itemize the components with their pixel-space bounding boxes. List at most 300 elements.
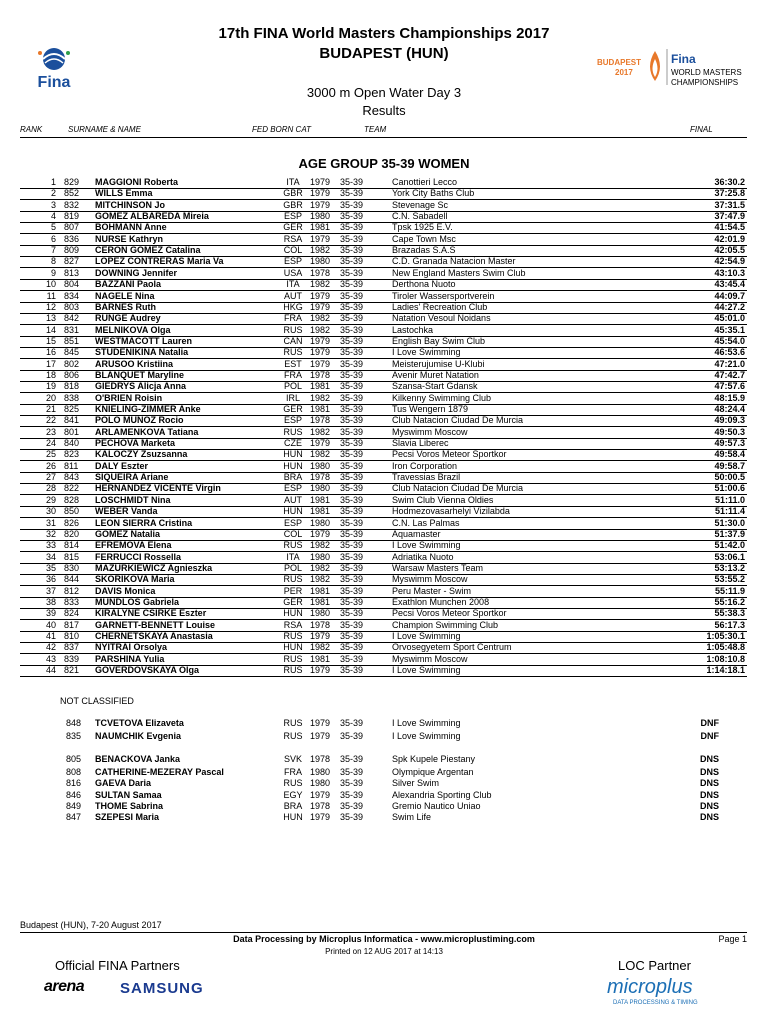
cell-born: 1982 bbox=[310, 574, 331, 585]
cell-rank: 32 bbox=[45, 528, 56, 539]
cell-fed: RUS bbox=[283, 653, 303, 664]
cell-fed: FRA bbox=[284, 313, 302, 324]
cell-bib: 801 bbox=[64, 426, 80, 437]
cell-final: 43:45.4 bbox=[714, 279, 745, 290]
cell-fed: GER bbox=[283, 596, 303, 607]
cell-born: 1979 bbox=[310, 528, 331, 539]
cell-team: C.D. Granada Natacion Master bbox=[392, 256, 516, 267]
cell-team: Slavia Liberec bbox=[392, 438, 449, 449]
cell-name: NAUMCHIK Evgenia bbox=[95, 731, 182, 741]
cell-name: WILLS Emma bbox=[95, 188, 153, 199]
cell-team: Olympique Argentan bbox=[392, 767, 474, 777]
cell-name: O'BRIEN Roisin bbox=[95, 392, 163, 403]
cell-rank: 4 bbox=[50, 211, 56, 222]
cell-cat: 35-39 bbox=[340, 177, 364, 187]
cell-rank: 20 bbox=[45, 392, 56, 403]
cell-team: Stevenage Sc bbox=[392, 199, 449, 210]
cell-final: 48:24.4 bbox=[714, 404, 745, 414]
cell-final: 1:05:30.1 bbox=[706, 631, 745, 641]
cell-name: GOVERDOVSKAYA Olga bbox=[95, 665, 200, 676]
cell-team: York City Baths Club bbox=[392, 188, 475, 199]
cell-fed: AUT bbox=[284, 290, 302, 301]
cell-final: 49:09.3 bbox=[714, 415, 745, 426]
cell-rank: 38 bbox=[45, 596, 56, 607]
cell-team: Tiroler Wassersportverein bbox=[392, 290, 495, 301]
cell-final: 47:42.7 bbox=[714, 369, 745, 380]
cell-final: 55:11.9 bbox=[714, 585, 745, 596]
cell-cat: 35-39 bbox=[340, 517, 364, 528]
cell-cat: 35-39 bbox=[340, 415, 364, 426]
cell-bib: 833 bbox=[64, 596, 80, 607]
list-item bbox=[20, 812, 747, 823]
cell-team: Swim Life bbox=[392, 812, 432, 822]
cell-cat: 35-39 bbox=[340, 812, 364, 822]
cell-cat: 35-39 bbox=[340, 585, 364, 596]
cell-fed: SVK bbox=[283, 754, 302, 764]
table-row bbox=[20, 449, 747, 461]
cell-cat: 35-39 bbox=[340, 731, 364, 741]
cell-bib: 804 bbox=[64, 279, 80, 290]
table-row bbox=[20, 325, 747, 337]
cell-born: 1981 bbox=[310, 494, 331, 505]
cell-final: 51:11.0 bbox=[714, 494, 745, 505]
cell-born: 1982 bbox=[310, 313, 331, 324]
cell-bib: 812 bbox=[64, 585, 80, 596]
cell-cat: 35-39 bbox=[340, 551, 364, 562]
cell-fed: RUS bbox=[283, 731, 303, 741]
cell-name: GARNETT-BENNETT Louise bbox=[95, 619, 216, 630]
cell-born: 1979 bbox=[310, 358, 331, 369]
cell-cat: 35-39 bbox=[340, 494, 364, 505]
cell-born: 1979 bbox=[310, 790, 331, 800]
cell-final: 53:06.1 bbox=[714, 551, 745, 562]
cell-born: 1978 bbox=[310, 267, 331, 278]
cell-bib: 821 bbox=[64, 665, 80, 676]
cell-name: MAZURKIEWICZ Agnieszka bbox=[95, 562, 213, 573]
table-row bbox=[20, 483, 747, 495]
cell-born: 1981 bbox=[310, 381, 331, 392]
cell-fed: FRA bbox=[284, 767, 302, 777]
cell-fed: ITA bbox=[286, 551, 300, 562]
cell-team: I Love Swimming bbox=[392, 540, 461, 551]
cell-rank: 30 bbox=[45, 506, 56, 517]
cell-rank: 19 bbox=[45, 381, 56, 392]
cell-cat: 35-39 bbox=[340, 801, 364, 811]
cell-rank: 34 bbox=[45, 551, 56, 562]
cell-born: 1978 bbox=[310, 369, 331, 380]
cell-final: 37:47.9 bbox=[714, 211, 745, 222]
cell-rank: 27 bbox=[45, 472, 56, 483]
cell-bib: 835 bbox=[66, 731, 82, 741]
cell-bib: 807 bbox=[64, 222, 80, 233]
cell-cat: 35-39 bbox=[340, 562, 364, 573]
cell-cat: 35-39 bbox=[340, 335, 364, 346]
cell-cat: 35-39 bbox=[340, 754, 364, 764]
cell-bib: 832 bbox=[64, 199, 80, 210]
cell-born: 1979 bbox=[310, 199, 331, 210]
table-row bbox=[20, 631, 747, 643]
cell-team: Lastochka bbox=[392, 324, 434, 335]
cell-name: KALOCZY Zsuzsanna bbox=[95, 449, 188, 460]
cell-bib: 803 bbox=[64, 301, 80, 312]
championship-title: 17th FINA World Masters Championships 2017 bbox=[218, 25, 550, 42]
cell-rank: 3 bbox=[50, 199, 56, 210]
cell-fed: GBR bbox=[283, 188, 303, 199]
cell-final: 44:09.7 bbox=[714, 290, 745, 301]
cell-rank: 37 bbox=[45, 585, 56, 596]
cell-team: Orvosegyetem Sport Centrum bbox=[392, 642, 512, 653]
list-item bbox=[20, 754, 747, 765]
cell-bib: 816 bbox=[66, 778, 82, 788]
cell-name: GOMEZ Natalia bbox=[95, 528, 161, 539]
cell-final: 45:35.1 bbox=[714, 324, 745, 335]
table-row bbox=[20, 393, 747, 405]
cell-team: Adriatika Nuoto bbox=[392, 551, 454, 562]
cell-cat: 35-39 bbox=[340, 211, 364, 222]
cell-bib: 823 bbox=[64, 449, 80, 460]
cell-cat: 35-39 bbox=[340, 358, 364, 369]
cell-cat: 35-39 bbox=[340, 369, 364, 380]
cell-born: 1981 bbox=[310, 596, 331, 607]
table-row bbox=[20, 518, 747, 530]
table-row bbox=[20, 245, 747, 257]
microplus-logo: microplus bbox=[607, 976, 693, 998]
cell-final: 41:54.5 bbox=[714, 222, 745, 233]
cell-cat: 35-39 bbox=[340, 790, 364, 800]
cell-name: DAVIS Monica bbox=[95, 585, 156, 596]
cell-fed: ESP bbox=[283, 483, 302, 494]
table-row bbox=[20, 563, 747, 575]
table-row bbox=[20, 461, 747, 473]
cell-cat: 35-39 bbox=[340, 301, 364, 312]
cell-final: 47:57.6 bbox=[714, 381, 745, 392]
cell-final: 1:05:48.8 bbox=[706, 642, 745, 653]
cell-bib: 842 bbox=[64, 313, 80, 324]
cell-final: 53:55.2 bbox=[714, 574, 745, 585]
cell-born: 1979 bbox=[310, 718, 331, 728]
table-row bbox=[20, 200, 747, 212]
cell-team: Champion Swimming Club bbox=[392, 619, 499, 630]
cell-name: BOHMANN Anne bbox=[95, 222, 167, 233]
cell-bib: 836 bbox=[64, 233, 80, 244]
cell-born: 1979 bbox=[310, 301, 331, 312]
table-row bbox=[20, 642, 747, 654]
table-row bbox=[20, 222, 747, 234]
cell-born: 1982 bbox=[310, 426, 331, 437]
cell-final: 46:53.6 bbox=[714, 347, 745, 358]
cell-name: LOPEZ CONTRERAS Maria Va bbox=[95, 256, 224, 267]
cell-team: Pecsi Voros Meteor Sportkor bbox=[392, 449, 507, 460]
cell-team: Tus Wengern 1879 bbox=[392, 404, 469, 414]
cell-fed: RUS bbox=[283, 426, 303, 437]
cell-cat: 35-39 bbox=[340, 460, 364, 471]
cell-born: 1982 bbox=[310, 449, 331, 460]
cell-cat: 35-39 bbox=[340, 347, 364, 358]
cell-name: STUDENIKINA Natalia bbox=[95, 347, 189, 358]
cell-born: 1980 bbox=[310, 767, 331, 777]
cell-cat: 35-39 bbox=[340, 528, 364, 539]
cell-team: Exathlon Munchen 2008 bbox=[392, 596, 490, 607]
table-row bbox=[20, 438, 747, 450]
cell-final: 56:17.3 bbox=[714, 619, 745, 630]
arena-logo: arena bbox=[44, 978, 85, 995]
table-row bbox=[20, 654, 747, 666]
cell-fed: ESP bbox=[283, 211, 302, 222]
cell-born: 1980 bbox=[310, 517, 331, 528]
cell-fed: POL bbox=[283, 381, 302, 392]
cell-team: Meisterujumise U-Klubi bbox=[392, 358, 485, 369]
cell-fed: HKG bbox=[283, 301, 303, 312]
cell-fed: RUS bbox=[283, 631, 303, 641]
cell-rank: 36 bbox=[45, 574, 56, 585]
cell-bib: 845 bbox=[64, 347, 80, 358]
cell-fed: RSA bbox=[283, 619, 303, 630]
cell-team: Club Natacion Ciudad De Murcia bbox=[392, 415, 524, 426]
cell-born: 1982 bbox=[310, 562, 331, 573]
cell-name: WEBER Vanda bbox=[95, 506, 158, 517]
cell-final: 51:30.0 bbox=[714, 517, 745, 528]
col-name-header: SURNAME & NAME bbox=[68, 125, 141, 134]
cell-name: MITCHINSON Jo bbox=[95, 199, 166, 210]
data-processing-credit: Data Processing by Microplus Informatica - www.microplustiming.com bbox=[233, 934, 535, 944]
cell-name: POLO MUNOZ Rocio bbox=[95, 415, 184, 426]
cell-name: CHERNETSKAYA Anastasia bbox=[95, 631, 213, 641]
cell-cat: 35-39 bbox=[340, 404, 364, 414]
cell-born: 1982 bbox=[310, 324, 331, 335]
cell-rank: 26 bbox=[45, 460, 56, 471]
cell-bib: 822 bbox=[64, 483, 80, 494]
cell-bib: 830 bbox=[64, 562, 80, 573]
cell-fed: RUS bbox=[283, 324, 303, 335]
cell-cat: 35-39 bbox=[340, 222, 364, 233]
cell-name: NAGELE Nina bbox=[95, 290, 155, 301]
cell-rank: 5 bbox=[50, 222, 56, 233]
loc-partner-label: LOC Partner bbox=[618, 958, 691, 973]
cell-team: Spk Kupele Piestany bbox=[392, 754, 476, 764]
svg-text:Fina: Fina bbox=[37, 74, 71, 91]
cell-final: 43:10.3 bbox=[714, 267, 745, 278]
cell-rank: 25 bbox=[45, 449, 56, 460]
microplus-tagline: DATA PROCESSING & TIMING bbox=[613, 1000, 698, 1006]
cell-name: BLANQUET Maryline bbox=[95, 369, 185, 380]
cell-name: HERNANDEZ VICENTE Virgin bbox=[95, 483, 221, 494]
cell-team: Aquamaster bbox=[392, 528, 441, 539]
cell-cat: 35-39 bbox=[340, 619, 364, 630]
cell-bib: 838 bbox=[64, 392, 80, 403]
cell-bib: 831 bbox=[64, 324, 80, 335]
table-row bbox=[20, 472, 747, 484]
cell-bib: 825 bbox=[64, 404, 80, 414]
cell-fed: ITA bbox=[286, 177, 300, 187]
cell-bib: 828 bbox=[64, 494, 80, 505]
cell-team: Warsaw Masters Team bbox=[392, 562, 484, 573]
cell-rank: 2 bbox=[50, 188, 56, 199]
cell-cat: 35-39 bbox=[340, 472, 364, 483]
cell-fed: RUS bbox=[283, 540, 303, 551]
cell-rank: 33 bbox=[45, 540, 56, 551]
cell-rank: 35 bbox=[45, 562, 56, 573]
cell-bib: 851 bbox=[64, 335, 80, 346]
cell-rank: 1 bbox=[50, 177, 56, 187]
cell-cat: 35-39 bbox=[340, 449, 364, 460]
cell-bib: 840 bbox=[64, 438, 80, 449]
cell-team: I Love Swimming bbox=[392, 631, 461, 641]
cell-team: Swim Club Vienna Oldies bbox=[392, 494, 494, 505]
cell-name: FERRUCCI Rossella bbox=[95, 551, 182, 562]
cell-fed: CAN bbox=[283, 335, 303, 346]
cell-cat: 35-39 bbox=[340, 267, 364, 278]
cell-team: Myswimm Moscow bbox=[392, 653, 468, 664]
cell-team: I Love Swimming bbox=[392, 347, 461, 358]
cell-name: GAEVA Daria bbox=[95, 778, 152, 788]
cell-name: SKORIKOVA Maria bbox=[95, 574, 175, 585]
cell-born: 1981 bbox=[310, 506, 331, 517]
cell-rank: 12 bbox=[45, 301, 56, 312]
cell-bib: 837 bbox=[64, 642, 80, 653]
cell-bib: 817 bbox=[64, 619, 80, 630]
table-row bbox=[20, 313, 747, 325]
cell-team: New England Masters Swim Club bbox=[392, 267, 526, 278]
cell-rank: 10 bbox=[45, 279, 56, 290]
cell-born: 1982 bbox=[310, 642, 331, 653]
cell-born: 1981 bbox=[310, 585, 331, 596]
event-name: 3000 m Open Water Day 3 bbox=[306, 85, 462, 100]
cell-bib: 802 bbox=[64, 358, 80, 369]
cell-cat: 35-39 bbox=[340, 188, 364, 199]
col-team-header: TEAM bbox=[364, 125, 387, 134]
cell-name: NURSE Kathryn bbox=[95, 233, 164, 244]
cell-rank: 44 bbox=[45, 665, 56, 676]
cell-final: 42:54.9 bbox=[714, 256, 745, 267]
cell-born: 1980 bbox=[310, 211, 331, 222]
cell-team: Canottieri Lecco bbox=[392, 177, 458, 187]
cell-rank: 14 bbox=[45, 324, 56, 335]
cell-name: NYITRAI Orsolya bbox=[95, 642, 168, 653]
cell-team: C.N. Sabadell bbox=[392, 211, 448, 222]
table-row bbox=[20, 586, 747, 598]
cell-born: 1980 bbox=[310, 778, 331, 788]
cell-born: 1982 bbox=[310, 392, 331, 403]
cell-status: DNS bbox=[699, 778, 719, 788]
cell-name: LEON SIERRA Cristina bbox=[95, 517, 193, 528]
cell-cat: 35-39 bbox=[340, 718, 364, 728]
cell-bib: 809 bbox=[64, 245, 80, 256]
list-item bbox=[20, 790, 747, 801]
cell-fed: FRA bbox=[284, 369, 302, 380]
cell-name: DALY Eszter bbox=[95, 460, 149, 471]
cell-final: 50:00.5 bbox=[714, 472, 745, 483]
cell-fed: HUN bbox=[283, 506, 303, 517]
table-row bbox=[20, 347, 747, 359]
official-partners-label: Official FINA Partners bbox=[55, 958, 180, 973]
cell-cat: 35-39 bbox=[340, 256, 364, 267]
cell-born: 1979 bbox=[310, 812, 331, 822]
cell-cat: 35-39 bbox=[340, 324, 364, 335]
cell-final: 53:13.2 bbox=[714, 562, 745, 573]
cell-rank: 23 bbox=[45, 426, 56, 437]
cell-team: Hodmezovasarhelyi Vizilabda bbox=[392, 506, 510, 517]
cell-name: DOWNING Jennifer bbox=[95, 267, 178, 278]
cell-fed: GER bbox=[283, 404, 303, 414]
col-fed-born-cat-header: FED BORN CAT bbox=[252, 125, 311, 134]
cell-fed: COL bbox=[283, 245, 303, 256]
cell-name: BARNES Ruth bbox=[95, 301, 156, 312]
cell-fed: RUS bbox=[283, 778, 303, 788]
cell-born: 1980 bbox=[310, 483, 331, 494]
cell-cat: 35-39 bbox=[340, 653, 364, 664]
cell-born: 1981 bbox=[310, 404, 331, 414]
cell-cat: 35-39 bbox=[340, 767, 364, 777]
cell-rank: 16 bbox=[45, 347, 56, 358]
cell-team: Natation Vesoul Noidans bbox=[392, 313, 491, 324]
fina-logo bbox=[30, 45, 78, 95]
cell-status: DNF bbox=[700, 718, 719, 728]
cell-final: 37:31.5 bbox=[714, 199, 745, 210]
cell-rank: 24 bbox=[45, 438, 56, 449]
cell-fed: GBR bbox=[283, 199, 303, 210]
cell-bib: 824 bbox=[64, 608, 80, 619]
cell-name: MELNIKOVA Olga bbox=[95, 324, 171, 335]
cell-cat: 35-39 bbox=[340, 381, 364, 392]
table-row bbox=[20, 552, 747, 564]
table-row bbox=[20, 597, 747, 609]
cell-rank: 13 bbox=[45, 313, 56, 324]
cell-bib: 841 bbox=[64, 415, 80, 426]
cell-rank: 8 bbox=[50, 256, 56, 267]
age-group-title: AGE GROUP 35-39 WOMEN bbox=[298, 156, 470, 171]
cell-name: PECHOVA Marketa bbox=[95, 438, 176, 449]
cell-rank: 21 bbox=[45, 404, 56, 414]
cell-fed: IRL bbox=[285, 392, 300, 403]
cell-rank: 43 bbox=[45, 653, 56, 664]
cell-fed: ITA bbox=[286, 279, 300, 290]
col-final-header: FINAL bbox=[690, 125, 713, 134]
cell-born: 1979 bbox=[310, 290, 331, 301]
championship-city: BUDAPEST (HUN) bbox=[319, 45, 449, 62]
cell-name: RUNGE Audrey bbox=[95, 313, 161, 324]
cell-rank: 17 bbox=[45, 358, 56, 369]
cell-final: 47:21.0 bbox=[714, 358, 745, 369]
cell-final: 1:08:10.8 bbox=[706, 653, 745, 664]
table-row bbox=[20, 620, 747, 632]
cell-fed: BRA bbox=[283, 472, 303, 483]
cell-cat: 35-39 bbox=[340, 233, 364, 244]
cell-final: 44:27.2 bbox=[714, 301, 745, 312]
cell-cat: 35-39 bbox=[340, 392, 364, 403]
cell-cat: 35-39 bbox=[340, 483, 364, 494]
cell-cat: 35-39 bbox=[340, 438, 364, 449]
svg-text:CHAMPIONSHIPS: CHAMPIONSHIPS bbox=[671, 78, 739, 87]
table-row bbox=[20, 234, 747, 246]
cell-fed: POL bbox=[283, 562, 302, 573]
cell-team: Alexandria Sporting Club bbox=[392, 790, 492, 800]
table-row bbox=[20, 279, 747, 291]
table-row bbox=[20, 302, 747, 314]
cell-status: DNS bbox=[699, 801, 719, 811]
cell-fed: HUN bbox=[283, 449, 303, 460]
cell-team: I Love Swimming bbox=[392, 718, 461, 728]
cell-final: 45:01.0 bbox=[714, 313, 745, 324]
cell-rank: 28 bbox=[45, 483, 56, 494]
cell-bib: 849 bbox=[66, 801, 82, 811]
cell-status: DNS bbox=[699, 790, 719, 800]
cell-born: 1978 bbox=[310, 801, 331, 811]
cell-team: Travessias Brazil bbox=[392, 472, 461, 483]
cell-cat: 35-39 bbox=[340, 279, 364, 290]
cell-team: English Bay Swim Club bbox=[392, 335, 486, 346]
cell-name: MAGGIONI Roberta bbox=[95, 177, 179, 187]
cell-status: DNS bbox=[699, 767, 719, 777]
